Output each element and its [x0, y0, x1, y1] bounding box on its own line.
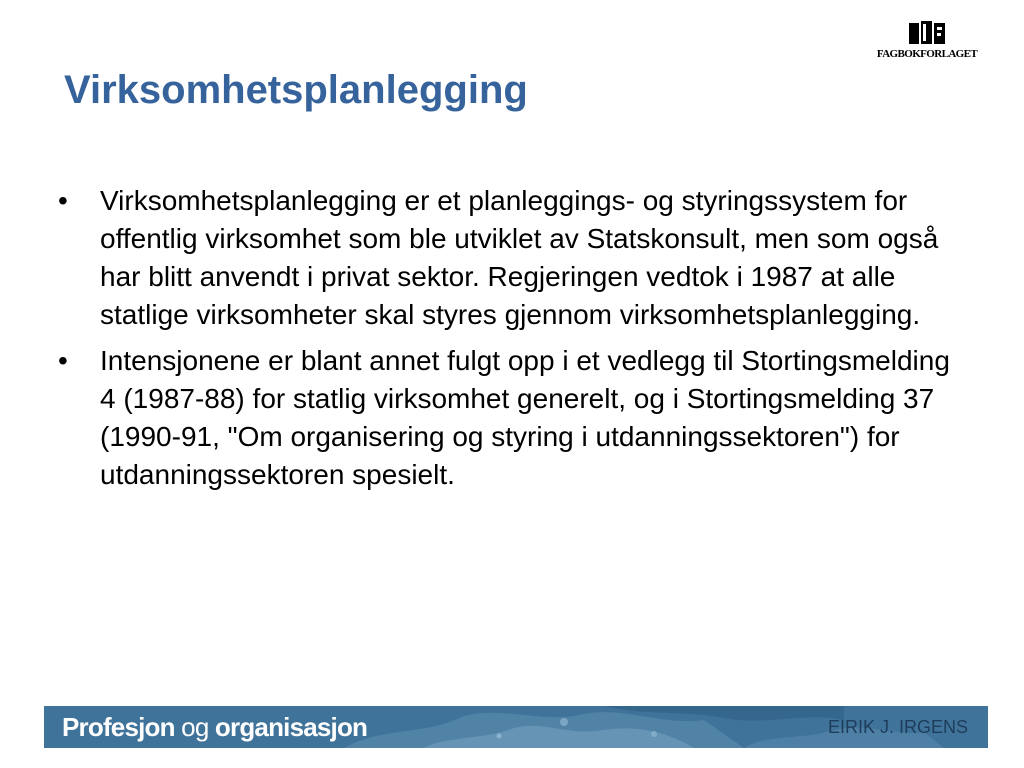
bullet-list: [56, 182, 956, 502]
footer-word-organisasjon: organisasjon: [214, 712, 368, 742]
bullet-text: Intensjonene er blant annet fulgt opp i et vedlegg til Stortingsmelding 4 (1987-88) for statlig virksomhet generelt, og i Stortingsmelding 37 (1990-91, "Om organisering og styring i utdanningssektoren") for utdanningssektoren spesielt.: [100, 345, 950, 490]
bullet-mark: •: [58, 345, 68, 376]
bullet-mark: •: [58, 185, 68, 216]
bullet-item: [56, 342, 956, 494]
footer-word-og: og: [181, 712, 209, 742]
bullet-text: Virksomhetsplanlegging er et planleggings- og styringssystem for offentlig virksomhet som ble utviklet av Statskonsult, men som også har blitt anvendt i privat sektor. Regjeringen vedtok i 1987 at alle statlige virksomheter skal styres gjennom virksomhetsplanlegging.: [100, 185, 939, 330]
footer-word-profesjon: Profesjon: [62, 712, 175, 742]
slide-title: Virksomhetsplanlegging: [64, 68, 528, 112]
footer-title: [62, 712, 367, 742]
footer-author: EIRIK J. IRGENS: [827, 717, 968, 737]
fagbokforlaget-logo-icon: [908, 20, 946, 46]
logo-text: FAGBOKFORLAGET: [876, 48, 978, 60]
fagbokforlaget-logo: [874, 18, 980, 66]
bullet-item: [56, 182, 956, 334]
footer-banner: [44, 706, 988, 748]
